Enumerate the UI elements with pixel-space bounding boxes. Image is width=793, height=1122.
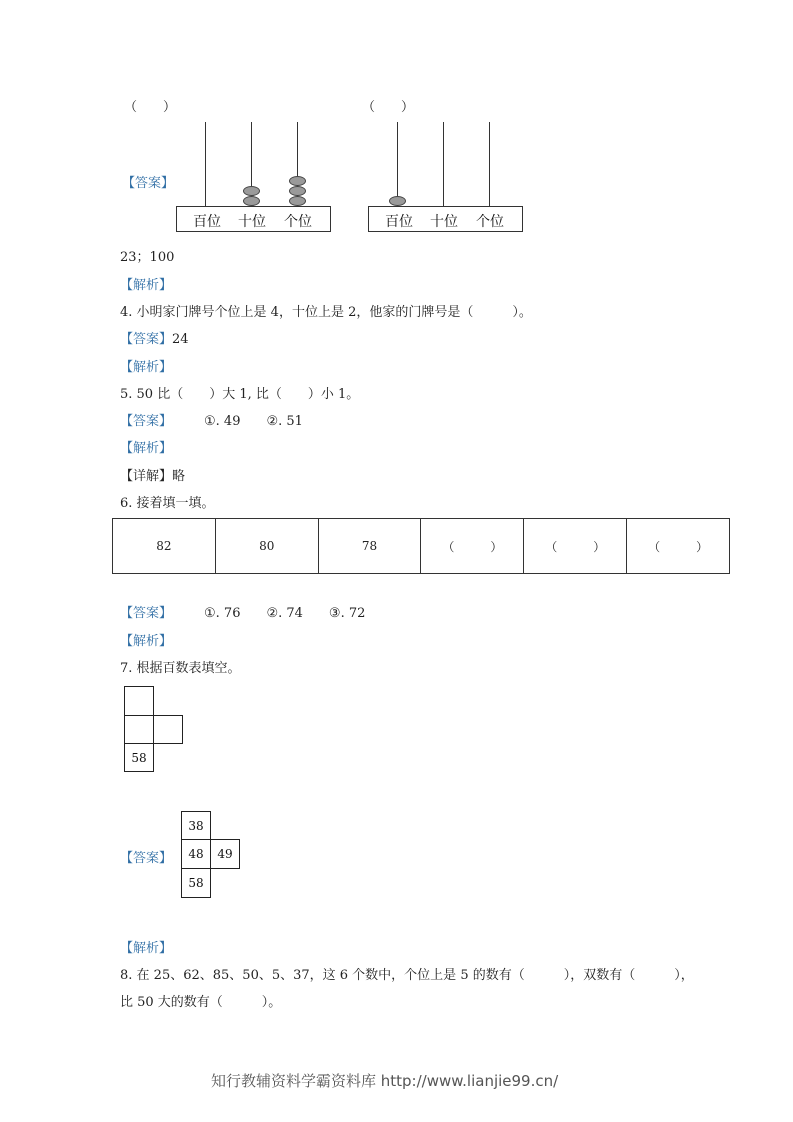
q7-answer-tag: 【答案】 bbox=[120, 851, 173, 866]
bead bbox=[243, 196, 260, 206]
rod-hundreds bbox=[397, 122, 398, 207]
right-abacus-blank: （ ） bbox=[362, 100, 415, 115]
q8-question-line1: 8. 在 25、62、85、50、5、37，这 6 个数中，个位上是 5 的数有（ ），双数有（ ）， bbox=[120, 968, 694, 983]
sequence-blank-cell: （ ） bbox=[627, 519, 730, 574]
q6-question: 6. 接着填一填。 bbox=[120, 496, 215, 511]
right-abacus-label-box bbox=[368, 206, 523, 232]
answer-cell: 48 bbox=[181, 839, 211, 869]
q6-answer-tag: 【答案】 bbox=[120, 606, 173, 621]
q4-question: 4. 小明家门牌号个位上是 4，十位上是 2，他家的门牌号是（ ）。 bbox=[120, 305, 532, 320]
q6-analysis-tag: 【解析】 bbox=[120, 634, 173, 649]
label-hundreds: 百位 bbox=[193, 214, 221, 230]
grid-cell-empty bbox=[153, 715, 183, 744]
sequence-cell: 82 bbox=[113, 519, 216, 574]
q6-answer-text: ①. 76 ②. 74 ③. 72 bbox=[204, 606, 366, 621]
q7-analysis-tag: 【解析】 bbox=[120, 941, 173, 956]
sequence-blank-cell: （ ） bbox=[421, 519, 524, 574]
bead bbox=[289, 196, 306, 206]
q6-sequence-table bbox=[112, 518, 730, 574]
q7-question: 7. 根据百数表填空。 bbox=[120, 661, 241, 676]
bead bbox=[289, 176, 306, 186]
q5-detail-tag: 【详解】 bbox=[120, 469, 173, 484]
sequence-cell: 80 bbox=[215, 519, 318, 574]
footer-watermark: 知行教辅资料学霸资料库 http://www.lianjie99.cn/ bbox=[211, 1072, 559, 1090]
left-abacus-label-box bbox=[176, 206, 331, 232]
grid-cell-empty bbox=[124, 686, 154, 716]
q5-question: 5. 50 比（ ）大 1, 比（ ）小 1。 bbox=[120, 387, 360, 402]
q5-answer-text: ①. 49 ②. 51 bbox=[204, 414, 303, 429]
q5-analysis-tag: 【解析】 bbox=[120, 441, 173, 456]
rod-hundreds bbox=[205, 122, 206, 207]
q8-question-line2: 比 50 大的数有（ ）。 bbox=[120, 995, 282, 1010]
sequence-cell: 78 bbox=[318, 519, 421, 574]
grid-cell-empty bbox=[124, 715, 154, 744]
label-tens: 十位 bbox=[238, 214, 266, 230]
grid-cell-given: 58 bbox=[124, 743, 154, 772]
label-ones: 个位 bbox=[476, 214, 504, 230]
rod-ones bbox=[489, 122, 490, 207]
answer-cell: 49 bbox=[210, 839, 240, 869]
q3-answer-text: 23；100 bbox=[120, 250, 175, 265]
label-hundreds: 百位 bbox=[385, 214, 413, 230]
label-ones: 个位 bbox=[284, 214, 312, 230]
q5-detail-text: 略 bbox=[172, 469, 186, 484]
q3-answer-tag: 【答案】 bbox=[122, 176, 175, 191]
rod-tens bbox=[443, 122, 444, 207]
bead bbox=[389, 196, 406, 206]
q4-analysis-tag: 【解析】 bbox=[120, 360, 173, 375]
left-abacus-blank: （ ） bbox=[124, 100, 177, 115]
q5-detail bbox=[120, 465, 185, 484]
q5-answer-tag: 【答案】 bbox=[120, 414, 173, 429]
q3-analysis-tag: 【解析】 bbox=[120, 278, 173, 293]
table-row bbox=[113, 519, 730, 574]
q4-answer-tag: 【答案】 bbox=[120, 332, 173, 347]
label-tens: 十位 bbox=[430, 214, 458, 230]
bead bbox=[289, 186, 306, 196]
q4-answer bbox=[120, 328, 189, 347]
bead bbox=[243, 186, 260, 196]
q4-answer-text: 24 bbox=[172, 332, 189, 347]
answer-cell: 38 bbox=[181, 811, 211, 840]
sequence-blank-cell: （ ） bbox=[524, 519, 627, 574]
answer-cell: 58 bbox=[181, 868, 211, 898]
